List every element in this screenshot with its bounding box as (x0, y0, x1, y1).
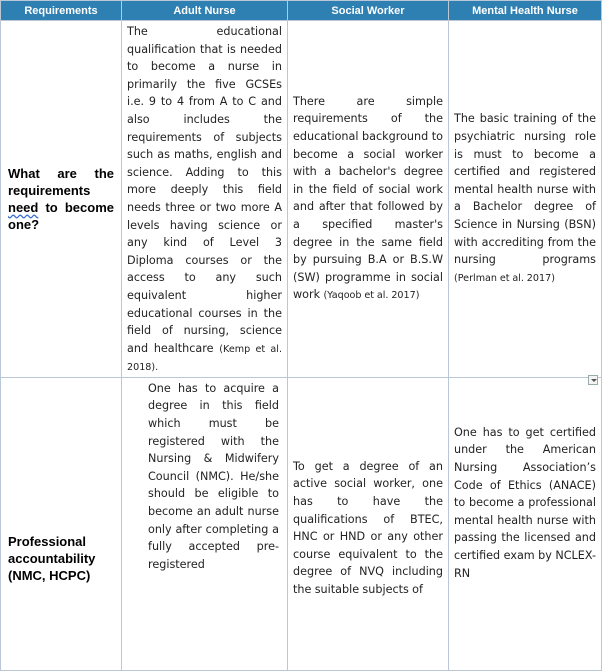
table-header-row (1, 1, 602, 21)
cell-social-worker-accountability (288, 377, 449, 670)
cell-dropdown-icon[interactable] (588, 375, 598, 385)
header-social-worker: Social Worker (288, 1, 449, 21)
cell-social-worker-requirements (288, 21, 449, 378)
cell-adult-nurse-requirements (122, 21, 288, 378)
table-row (1, 377, 602, 670)
row-label-accountability: Professional accountability (NMC, HCPC) (1, 377, 122, 670)
row-label-text-end: to become one? (8, 199, 114, 232)
citation: (Yaqoob et al. 2017) (323, 290, 420, 302)
header-mental-health-nurse: Mental Health Nurse (449, 1, 602, 21)
cell-adult-nurse-accountability (122, 377, 288, 670)
cell-mental-health-nurse-accountability (449, 377, 602, 670)
table-row (1, 21, 602, 378)
header-adult-nurse: Adult Nurse (122, 1, 288, 21)
cell-mental-health-nurse-requirements (449, 21, 602, 378)
cell-text: One has to get certified under the American Nursing Association’s Code of Ethics (ANACE) to become a professional mental health nurse with passing the licensed and certified exam by NCLEX-RN (454, 425, 596, 580)
row-label-requirements (1, 21, 122, 378)
citation: (Kemp et al. 2018). (127, 343, 282, 374)
cell-text: To get a degree of an active social worker, one has to have the qualifications of BTEC, HNC or HND or any other course equivalent to the degree of NVQ including the suitable subjects of (293, 459, 443, 597)
cell-text: One has to acquire a degree in this field which must be registered with the Nursing & Midwifery Council (NMC). He/she should be eligible to become an adult nurse only after completing a fully accepted pre-registered (148, 381, 279, 571)
row-label-text: What are the requirements (8, 165, 114, 198)
header-requirements: Requirements (1, 1, 122, 21)
cell-text: The educational qualification that is needed to become a nurse in primarily the five GCSEs i.e. 9 to 4 from A to C and also includes the requirements of subjects such as maths, english and science. Adding to this more deeply this field needs three or two more A levels having science or any kind of Level 3 Diploma courses or the access to any such equivalent higher educational courses in the field of nursing, science and healthcare (127, 25, 282, 355)
row-label-text-need: need (8, 199, 39, 215)
cell-text: The basic training of the psychiatric nursing role is must to become a certified and registered mental health nurse with a Bachelor degree of Science in Nursing (BSN) with accrediting from the nursing programs (454, 112, 596, 267)
citation: (Perlman et al. 2017) (454, 272, 555, 284)
cell-text: There are simple requirements of the educational background to become a social worker with a bachelor's degree in the field of social work and after that followed by a specified master's degree in the same field by pursuing B.A or B.S.W (SW) programme in social work (293, 94, 443, 302)
